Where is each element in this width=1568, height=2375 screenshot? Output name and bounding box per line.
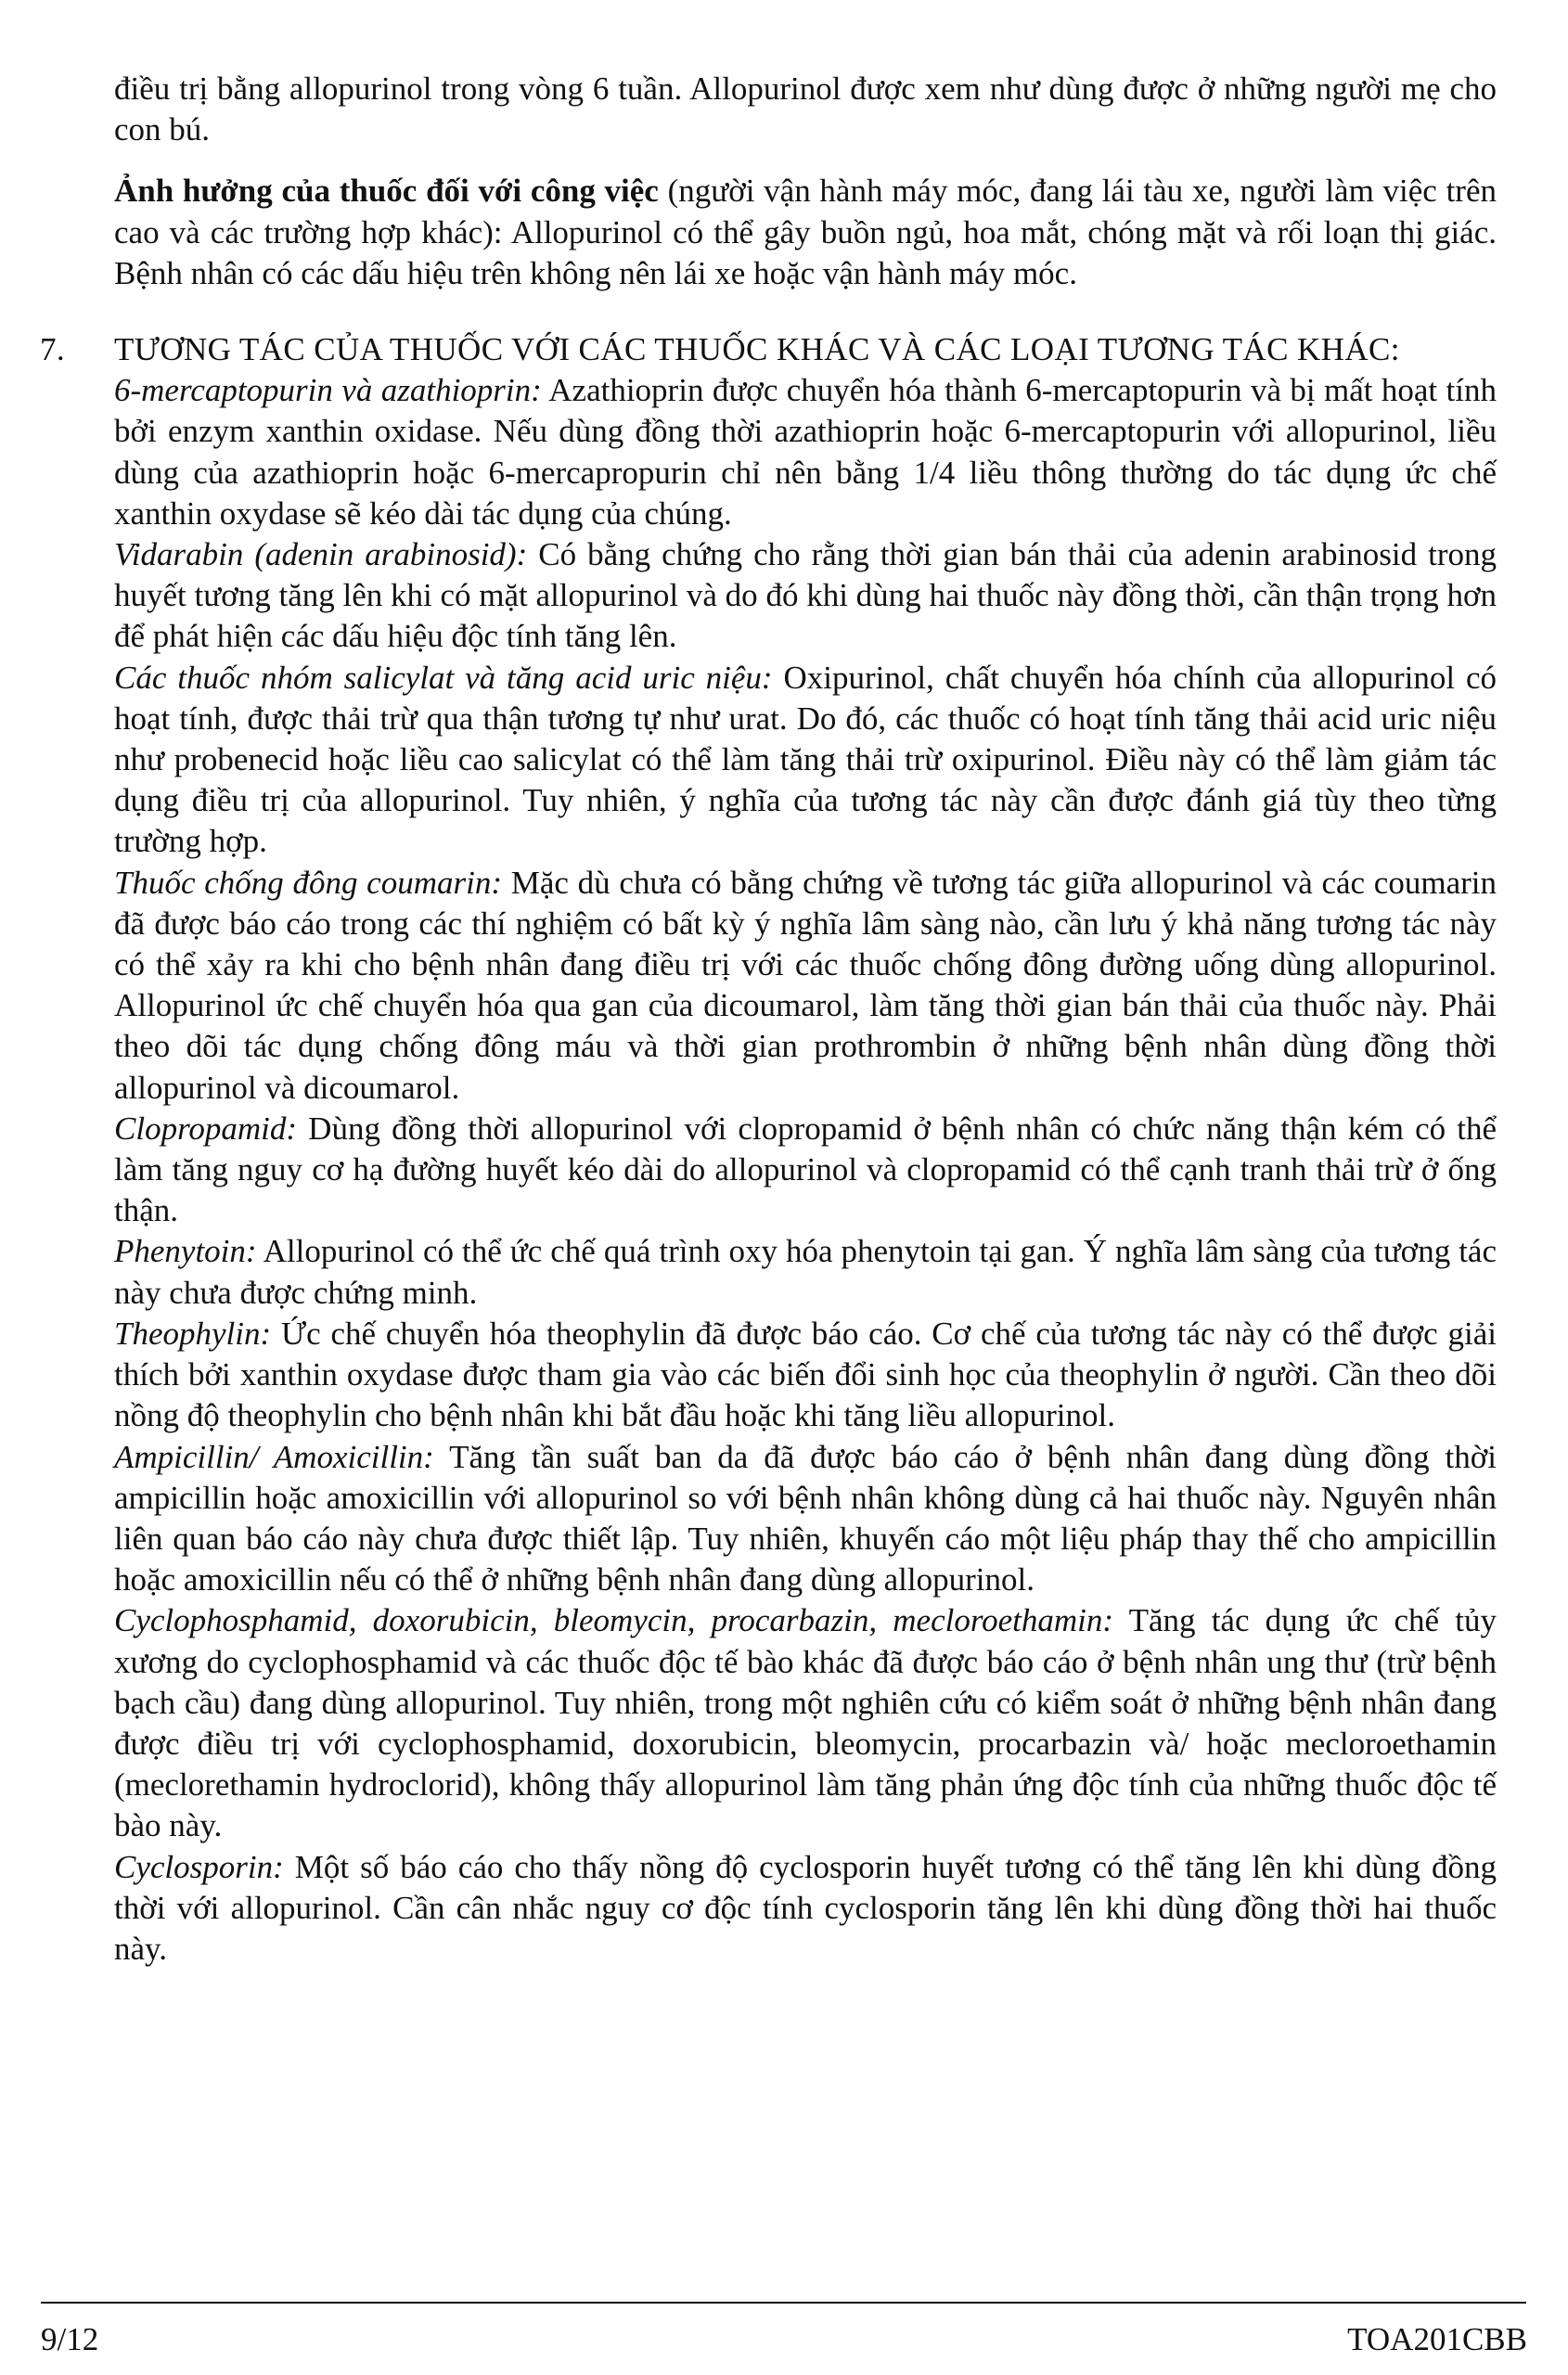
interaction-text: Tăng tần suất ban da đã được báo cáo ở bệnh nhân đang dùng đồng thời ampicillin hoặc amoxicillin với allopurinol so với bệnh nhân không dùng cả hai thuốc này. Nguyên nhân liên quan báo cáo này chưa được thiết lập. Tuy nhiên, khuyến cáo một liệu pháp thay thế cho ampicillin hoặc amoxicillin nếu có thể ở những bệnh nhân đang dùng allopurinol. (114, 1438, 1497, 1598)
interaction-item (114, 1109, 1497, 1232)
interaction-drug: Theophylin: (114, 1315, 272, 1352)
interaction-item (114, 658, 1497, 863)
document-body (40, 69, 1497, 1970)
interaction-item (114, 534, 1497, 658)
interaction-text: Dùng đồng thời allopurinol với clopropamid ở bệnh nhân có chức năng thận kém có thể làm tăng nguy cơ hạ đường huyết kéo dài do allopurinol và clopropamid có thể cạnh tranh thải trừ ở ống thận. (114, 1110, 1497, 1229)
section-heading (40, 329, 1497, 370)
document-code: TOA201CBB (1347, 2321, 1527, 2357)
interaction-item (114, 863, 1497, 1109)
interaction-text: Azathioprin được chuyển hóa thành 6-mercaptopurin và bị mất hoạt tính bởi enzym xanthin oxidase. Nếu dùng đồng thời azathioprin hoặc 6-mercaptopurin với allopurinol, liều dùng của azathioprin hoặc 6-mercapropurin chỉ nên bằng 1/4 liều thông thường do tác dụng ức chế xanthin oxydase sẽ kéo dài tác dụng của chúng. (114, 372, 1497, 532)
work-effect-title: Ảnh hưởng của thuốc đối với công việc (114, 173, 659, 210)
interaction-drug: Phenytoin: (114, 1233, 257, 1270)
interaction-item (114, 1314, 1497, 1437)
interaction-text: Allopurinol có thể ức chế quá trình oxy hóa phenytoin tại gan. Ý nghĩa lâm sàng của tương tác này chưa được chứng minh. (114, 1233, 1497, 1311)
interaction-text: Có bằng chứng cho rằng thời gian bán thải của adenin arabinosid trong huyết tương tăng lên khi có mặt allopurinol và do đó khi dùng hai thuốc này đồng thời, cần thận trọng hơn để phát hiện các dấu hiệu độc tính tăng lên. (114, 536, 1497, 655)
interaction-text: Ức chế chuyển hóa theophylin đã được báo cáo. Cơ chế của tương tác này có thể được giải thích bởi xanthin oxydase được tham gia vào các biến đổi sinh học của theophylin ở người. Cần theo dõi nồng độ theophylin cho bệnh nhân khi bắt đầu hoặc khi tăng liều allopurinol. (114, 1315, 1497, 1434)
interaction-drug: Ampicillin/ Amoxicillin: (114, 1438, 434, 1475)
interaction-item (114, 1231, 1497, 1313)
section-number: 7. (40, 331, 66, 368)
interaction-drug: Cyclosporin: (114, 1848, 284, 1885)
interaction-drug: Thuốc chống đông coumarin: (114, 864, 502, 901)
interaction-text: Mặc dù chưa có bằng chứng về tương tác giữa allopurinol và các coumarin đã được báo cáo trong các thí nghiệm có bất kỳ ý nghĩa lâm sàng nào, cần lưu ý khả năng tương tác này có thể xảy ra khi cho bệnh nhân đang điều trị với các thuốc chống đông đường uống dùng allopurinol. Allopurinol ức chế chuyển hóa qua gan của dicoumarol, làm tăng thời gian bán thải của thuốc này. Phải theo dõi tác dụng chống đông máu và thời gian prothrombin ở những bệnh nhân dùng đồng thời allopurinol và dicoumarol. (114, 864, 1497, 1106)
interaction-drug: 6-mercaptopurin và azathioprin: (114, 372, 542, 409)
interaction-item (114, 1437, 1497, 1601)
interaction-item (114, 370, 1497, 534)
interaction-text: Một số báo cáo cho thấy nồng độ cyclosporin huyết tương có thể tăng lên khi dùng đồng thời với allopurinol. Cần cân nhắc nguy cơ độc tính cyclosporin tăng lên khi dùng đồng thời hai thuốc này. (114, 1848, 1497, 1967)
interaction-text: Tăng tác dụng ức chế tủy xương do cyclophosphamid và các thuốc độc tế bào khác đã được báo cáo ở bệnh nhân ung thư (trừ bệnh bạch cầu) đang dùng allopurinol. Tuy nhiên, trong một nghiên cứu có kiểm soát ở những bệnh nhân đang được điều trị với cyclophosphamid, doxorubicin, bleomycin, procarbazin và/ hoặc mecloroethamin (meclorethamin hydroclorid), không thấy allopurinol làm tăng phản ứng độc tính của những thuốc độc tế bào này. (114, 1602, 1497, 1844)
interaction-drug: Vidarabin (adenin arabinosid): (114, 536, 528, 573)
interaction-item (114, 1847, 1497, 1971)
interaction-drug: Các thuốc nhóm salicylat và tăng acid uric niệu: (114, 659, 773, 696)
interaction-drug: Clopropamid: (114, 1110, 298, 1147)
footer-divider (41, 2302, 1526, 2304)
continuation-paragraph: điều trị bằng allopurinol trong vòng 6 tuần. Allopurinol được xem như dùng được ở những người mẹ cho con bú. (114, 71, 1497, 148)
interaction-drug: Cyclophosphamid, doxorubicin, bleomycin, procarbazin, mecloroethamin: (114, 1602, 1114, 1639)
work-effect-text: (người vận hành máy móc, đang lái tàu xe, người làm việc trên cao và các trường hợp khác): Allopurinol có thể gây buồn ngủ, hoa mắt, chóng mặt và rối loạn thị giác. Bệnh nhân có các dấu hiệu trên không nên lái xe hoặc vận hành máy móc. (114, 173, 1497, 291)
section-title: TƯƠNG TÁC CỦA THUỐC VỚI CÁC THUỐC KHÁC VÀ CÁC LOẠI TƯƠNG TÁC KHÁC: (114, 331, 1400, 368)
work-effect-paragraph (114, 171, 1497, 294)
interaction-item (114, 1600, 1497, 1846)
interaction-text: Oxipurinol, chất chuyển hóa chính của allopurinol có hoạt tính, được thải trừ qua thận tương tự như urat. Do đó, các thuốc có hoạt tính tăng thải acid uric niệu như probenecid hoặc liều cao salicylat có thể làm tăng thải trừ oxipurinol. Điều này có thể làm giảm tác dụng điều trị của allopurinol. Tuy nhiên, ý nghĩa của tương tác này cần được đánh giá tùy theo từng trường hợp. (114, 659, 1497, 860)
page-number: 9/12 (41, 2321, 99, 2357)
